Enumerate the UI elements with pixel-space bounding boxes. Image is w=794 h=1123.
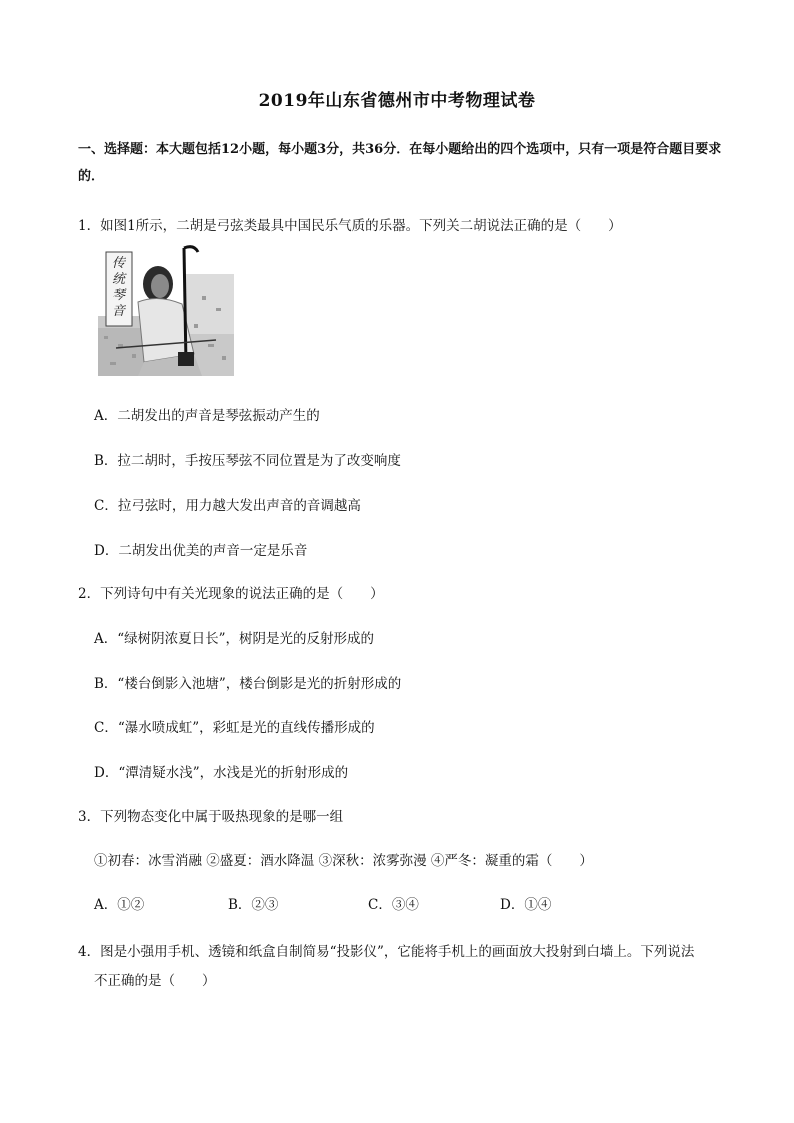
question-3-stem: 3．下列物态变化中属于吸热现象的是哪一组 [78, 809, 344, 825]
question-1-option-d: D．二胡发出优美的声音一定是乐音 [94, 543, 308, 559]
question-3-option-a: A．①② [94, 897, 145, 913]
question-3-option-b: B．②③ [228, 897, 279, 913]
section-heading: 一、选择题：本大题包括12小题，每小题3分，共36分．在每小题给出的四个选项中，只有一项是符合题目要求的． [78, 142, 722, 184]
erhu-figure [98, 244, 234, 376]
question-2-stem: 2．下列诗句中有关光现象的说法正确的是（ ） [78, 586, 384, 602]
question-1-option-b: B．拉二胡时，手按压琴弦不同位置是为了改变响度 [94, 453, 401, 469]
question-2-option-a: A．“绿树阴浓夏日长”，树阴是光的反射形成的 [94, 631, 375, 647]
question-3-option-d: D．①④ [500, 897, 552, 913]
question-4-stem-line-1: 4．图是小强用手机、透镜和纸盒自制简易“投影仪”，它能将手机上的画面放大投射到白墙上。下列说法 [78, 944, 695, 960]
page-title: 2019年山东省德州市中考物理试卷 [258, 91, 536, 111]
question-2-option-d: D．“潭清疑水浅”，水浅是光的折射形成的 [94, 765, 349, 781]
question-2-option-c: C．“瀑水喷成虹”，彩虹是光的直线传播形成的 [94, 720, 375, 736]
question-4-stem-line-2: 不正确的是（ ） [94, 973, 216, 989]
question-3-option-c: C．③④ [368, 897, 419, 913]
question-3-detail: ①初春：冰雪消融 ②盛夏：酒水降温 ③深秋：浓雾弥漫 ④严冬：凝重的霜（ ） [94, 853, 593, 869]
question-1-option-c: C．拉弓弦时，用力越大发出声音的音调越高 [94, 498, 361, 514]
question-2-option-b: B．“楼台倒影入池塘”，楼台倒影是光的折射形成的 [94, 676, 402, 692]
question-1-option-a: A．二胡发出的声音是琴弦振动产生的 [94, 408, 320, 424]
question-1-stem: 1．如图1所示，二胡是弓弦类最具中国民乐气质的乐器。下列关二胡说法正确的是（ ） [78, 218, 622, 234]
figure-caption: 传统琴音 [112, 256, 126, 319]
question-3-choices [94, 893, 614, 913]
